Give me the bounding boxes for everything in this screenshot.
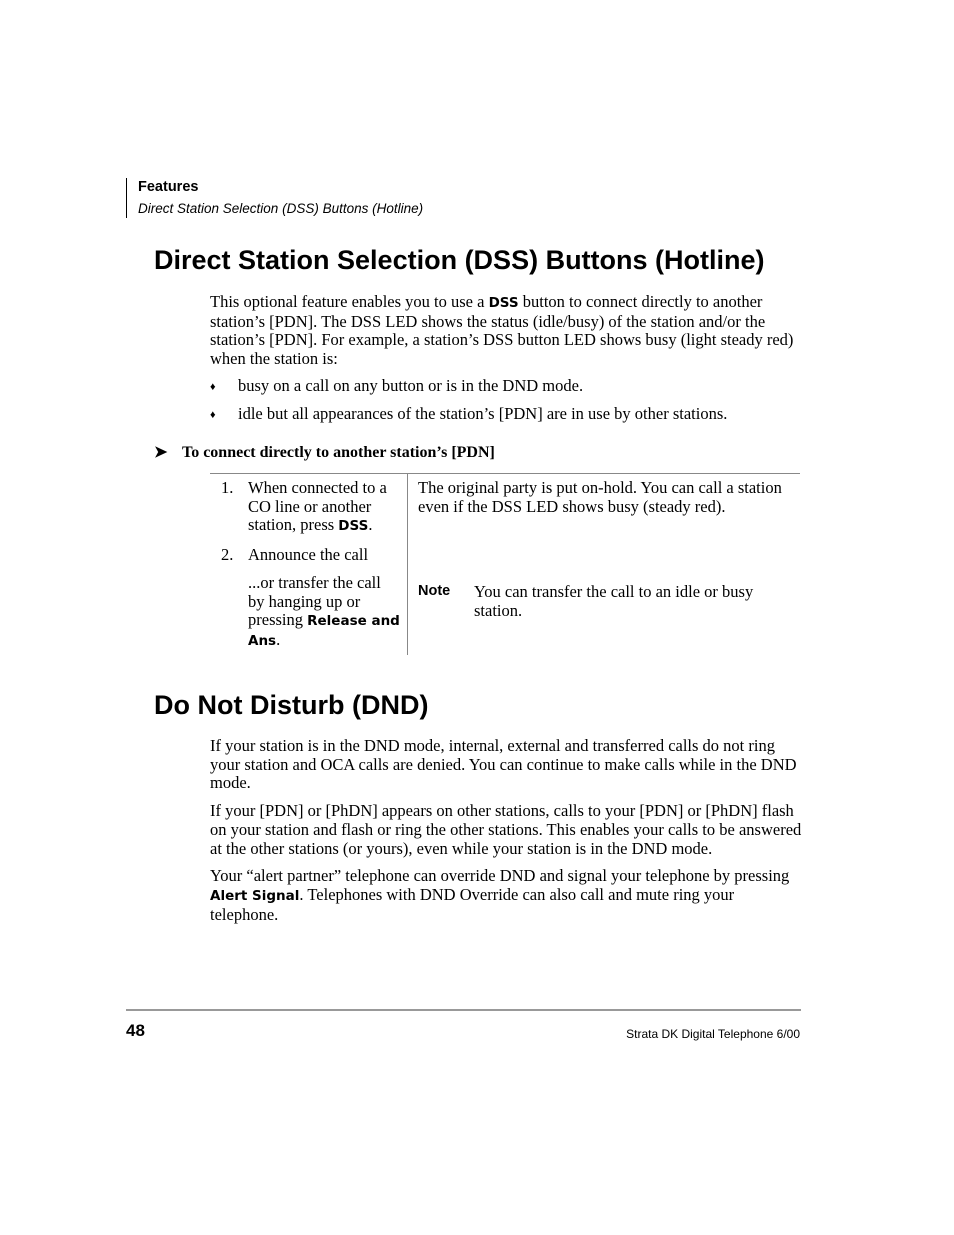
dnd-paragraph: If your [PDN] or [PhDN] appears on other stations, calls to your [PDN] or [PhDN] flash on your station and flash or ring the other stations. This enables your calls to be answered at the other stations (or yours), even while your station is in the DND mode. (210, 801, 802, 858)
dss-button-name: DSS (488, 295, 519, 311)
page-number: 48 (126, 1021, 145, 1040)
release-ans-button-name: Release and Ans (248, 613, 400, 650)
step-number: 2. (221, 545, 234, 564)
step-result: The original party is put on-hold. You can call a station even if the DSS LED shows busy (steady red). (418, 478, 782, 516)
dnd-paragraph: If your station is in the DND mode, internal, external and transferred calls do not ring your station and OCA calls are denied. You can continue to make calls while in the DND mode. (210, 736, 797, 793)
section-title-dss: Direct Station Selection (DSS) Buttons (Hotline) (154, 245, 765, 275)
section-title-dnd: Do Not Disturb (DND) (154, 690, 429, 720)
dss-button-name: DSS (338, 518, 369, 535)
diamond-bullet-icon: ♦ (210, 381, 216, 393)
step-text: When connected to a CO line or another station, press DSS. (248, 478, 387, 535)
diamond-bullet-icon: ♦ (210, 409, 216, 421)
table-column-divider (407, 474, 408, 655)
dnd-body (210, 737, 802, 933)
footer-doc-title: Strata DK Digital Telephone 6/00 (626, 1027, 800, 1041)
dss-intro-paragraph: This optional feature enables you to use a DSS button to connect directly to another station’s [PDN]. The DSS LED shows the status (idle/busy) of the station and/or the station’s [PDN]. For example, a station’s DSS button LED shows busy (light steady red) when the station is: (210, 292, 794, 369)
running-header (126, 178, 423, 218)
subsection-label: Direct Station Selection (DSS) Buttons (Hotline) (138, 201, 424, 216)
procedure-heading: ➤ To connect directly to another station’s [PDN] (154, 444, 495, 461)
step-text: Announce the call (248, 545, 369, 564)
step-alternative: ...or transfer the call by hanging up or pressing Release and Ans. (248, 573, 400, 650)
step-number: 1. (221, 478, 234, 497)
alert-signal-button-name: Alert Signal (210, 887, 300, 904)
footer-rule (126, 1009, 801, 1011)
dnd-paragraph: Your “alert partner” telephone can override DND and signal your telephone by pressing Alert Signal. Telephones with DND Override can also call and mute ring your telephone. (210, 866, 790, 924)
note-text: You can transfer the call to an idle or busy station. (474, 582, 754, 620)
section-label: Features (138, 179, 199, 195)
arrow-icon: ➤ (154, 444, 168, 461)
table-top-rule (210, 473, 800, 474)
dss-intro (210, 293, 802, 378)
note-label: Note (418, 583, 451, 599)
